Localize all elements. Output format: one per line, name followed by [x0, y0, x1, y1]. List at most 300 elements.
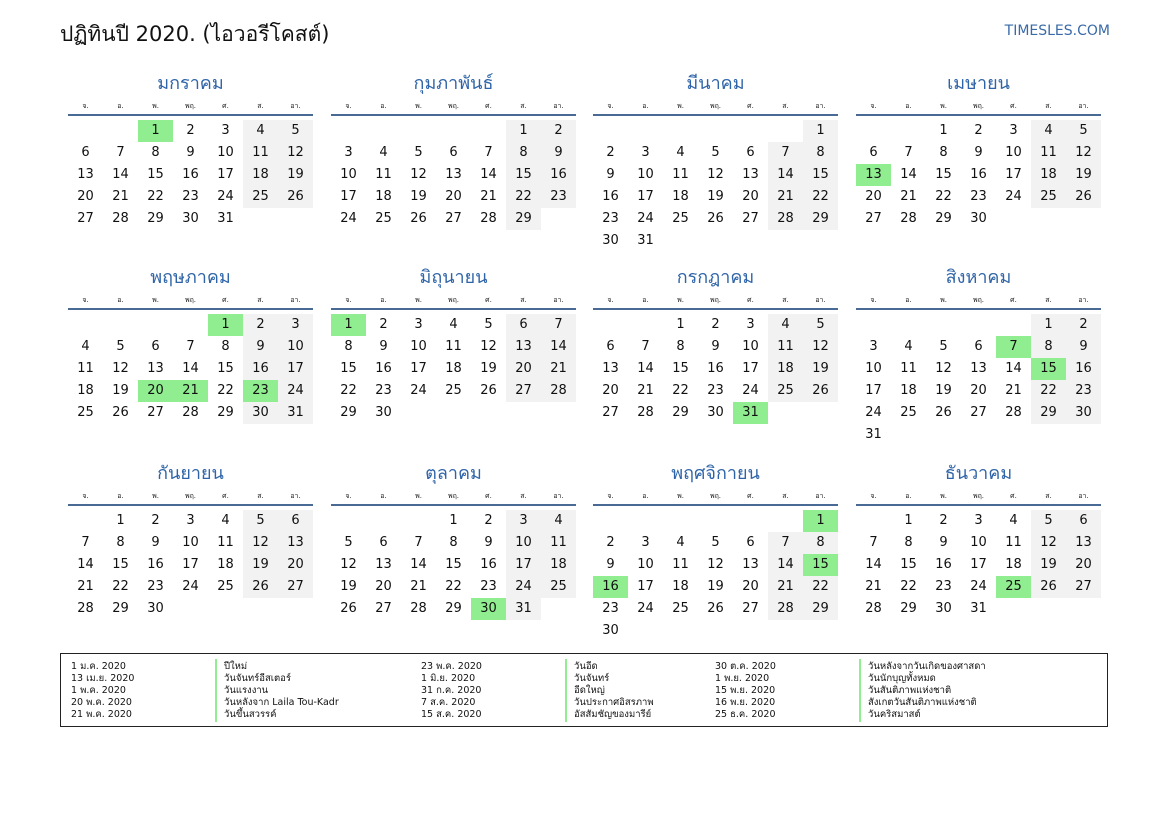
day-cell: 9 [1066, 336, 1101, 358]
day-cell: 13 [742, 167, 759, 182]
day-cell: 30 [182, 211, 199, 226]
day-cell: 29 [445, 601, 462, 616]
day-cell: 23 [147, 579, 164, 594]
month-block [856, 68, 1101, 230]
holiday-name: วันจันทร์อีสเตอร์ [215, 671, 291, 686]
day-cell: 20 [278, 554, 313, 576]
weekday-label: พ. [152, 492, 159, 500]
day-cell: 25 [900, 405, 917, 420]
month-title: ธันวาคม [944, 463, 1013, 484]
day-cell: 19 [112, 383, 129, 398]
weekday-label: ส. [257, 492, 264, 500]
weekday-label: จ. [870, 492, 877, 500]
month-block [68, 458, 313, 620]
day-cell: 15 [147, 167, 164, 182]
empty-cell [68, 510, 103, 532]
day-cell: 17 [506, 554, 541, 576]
day-cell: 3 [344, 145, 353, 160]
day-cell: 17 [865, 383, 882, 398]
day-cell: 3 [278, 314, 313, 336]
day-cell: 6 [746, 145, 755, 160]
weekday-header [331, 294, 576, 310]
day-cell: 23 [707, 383, 724, 398]
weekday-label: ส. [257, 102, 264, 110]
day-cell: 10 [637, 557, 654, 572]
weekday-header [68, 490, 313, 506]
day-cell: 3 [1009, 123, 1018, 138]
day-cell: 30 [707, 405, 724, 420]
day-cell: 17 [742, 361, 759, 376]
day-cell: 14 [182, 361, 199, 376]
holiday-name: วันประกาศอิสรภาพ [565, 695, 654, 710]
day-cell: 27 [970, 405, 987, 420]
holiday-date: 1 พ.ย. 2020 [715, 672, 770, 684]
weekday-label: ศ. [222, 296, 229, 304]
day-cell: 23 [602, 601, 619, 616]
day-cell: 2 [243, 314, 278, 336]
month-title: ตุลาคม [425, 463, 482, 484]
day-cell: 6 [1066, 510, 1101, 532]
day-cell: 1 [676, 317, 685, 332]
day-cell: 19 [480, 361, 497, 376]
month-block [331, 68, 576, 230]
weekday-header [856, 294, 1101, 310]
day-cell: 11 [541, 532, 576, 554]
weekday-label: อ. [642, 296, 649, 304]
holiday-date: 7 ส.ค. 2020 [421, 697, 476, 709]
day-cell: 21 [77, 579, 94, 594]
day-cell: 24 [278, 380, 313, 402]
day-cell: 19 [340, 579, 357, 594]
day-cell: 26 [707, 601, 724, 616]
month-block [593, 458, 838, 642]
day-cell: 21 [900, 189, 917, 204]
day-cell: 5 [711, 145, 720, 160]
day-cell: 4 [676, 535, 685, 550]
day-cell: 15 [506, 164, 541, 186]
day-cell: 8 [939, 145, 948, 160]
holiday-name: วันหลังจากวันเกิดของศาสดา [859, 659, 986, 674]
day-cell: 23 [375, 383, 392, 398]
weekday-label: อ. [380, 492, 387, 500]
day-cell: 28 [480, 211, 497, 226]
day-cell: 14 [410, 557, 427, 572]
weekday-label: อ. [642, 102, 649, 110]
legend-column [715, 660, 986, 721]
weekday-label: พฤ. [972, 492, 985, 500]
day-cell: 22 [506, 186, 541, 208]
day-cell: 8 [116, 535, 125, 550]
day-cell: 15 [803, 164, 838, 186]
day-cell: 12 [707, 557, 724, 572]
weekday-label: ส. [782, 296, 789, 304]
day-cell: 28 [182, 405, 199, 420]
day-cell: 29 [112, 601, 129, 616]
weekday-label: ศ. [485, 492, 492, 500]
day-cell: 25 [77, 405, 94, 420]
holiday-name: วันนักบุญทั้งหมด [859, 671, 936, 686]
day-cell: 13 [970, 361, 987, 376]
day-cell: 19 [935, 383, 952, 398]
weekday-label: พฤ. [709, 296, 722, 304]
day-cell: 20 [77, 189, 94, 204]
day-cell: 22 [147, 189, 164, 204]
day-cell: 10 [217, 145, 234, 160]
day-grid [331, 314, 576, 424]
day-cell: 6 [606, 339, 615, 354]
day-cell: 26 [340, 601, 357, 616]
day-cell: 19 [803, 358, 838, 380]
day-cell: 5 [116, 339, 125, 354]
day-cell: 18 [768, 358, 803, 380]
day-cell: 12 [410, 167, 427, 182]
day-cell: 31 [637, 233, 654, 248]
day-cell: 10 [637, 167, 654, 182]
day-cell: 4 [449, 317, 458, 332]
day-cell: 8 [803, 532, 838, 554]
day-cell: 11 [375, 167, 392, 182]
day-cell: 29 [217, 405, 234, 420]
day-cell: 18 [445, 361, 462, 376]
day-cell: 24 [742, 383, 759, 398]
weekday-label: พฤ. [972, 296, 985, 304]
weekday-label: ส. [257, 296, 264, 304]
weekday-label: ศ. [1010, 492, 1017, 500]
day-cell: 8 [221, 339, 230, 354]
day-cell: 25 [768, 380, 803, 402]
weekday-label: พฤ. [447, 102, 460, 110]
month-block [856, 458, 1101, 620]
holiday-name: วันคริสมาสต์ [859, 707, 921, 722]
day-grid [593, 510, 838, 642]
day-cell: 6 [278, 510, 313, 532]
day-cell: 22 [672, 383, 689, 398]
day-cell: 25 [445, 383, 462, 398]
day-cell: 21 [865, 579, 882, 594]
day-cell: 27 [445, 211, 462, 226]
day-cell: 10 [340, 167, 357, 182]
day-cell: 17 [637, 579, 654, 594]
day-cell: 28 [541, 380, 576, 402]
month-title: มกราคม [157, 73, 224, 94]
day-cell: 14 [637, 361, 654, 376]
holiday-name: อีดใหญ่ [565, 683, 605, 698]
day-cell: 19 [243, 554, 278, 576]
empty-cell [698, 510, 733, 532]
day-cell: 15 [900, 557, 917, 572]
month-title: มีนาคม [686, 73, 745, 94]
day-cell: 20 [602, 383, 619, 398]
day-cell: 17 [637, 189, 654, 204]
day-cell: 17 [1005, 167, 1022, 182]
weekday-label: อ. [117, 296, 124, 304]
day-cell: 22 [112, 579, 129, 594]
empty-cell [628, 510, 663, 532]
day-cell: 8 [151, 145, 160, 160]
day-cell: 14 [77, 557, 94, 572]
empty-cell [663, 120, 698, 142]
empty-cell [996, 314, 1031, 336]
day-cell: 3 [641, 535, 650, 550]
day-cell: 22 [803, 186, 838, 208]
holiday-date: 15 พ.ย. 2020 [715, 684, 776, 696]
day-cell: 8 [506, 142, 541, 164]
holiday-name: วันขึ้นสวรรค์ [215, 707, 277, 722]
empty-cell [68, 314, 103, 336]
day-cell: 5 [1066, 120, 1101, 142]
day-cell: 10 [506, 532, 541, 554]
weekday-label: อา. [290, 296, 301, 304]
day-cell: 18 [217, 557, 234, 572]
day-cell: 14 [768, 554, 803, 576]
day-cell: 12 [340, 557, 357, 572]
day-cell: 5 [414, 145, 423, 160]
day-cell: 22 [445, 579, 462, 594]
day-cell: 15 [112, 557, 129, 572]
weekday-label: พ. [940, 492, 947, 500]
empty-cell [173, 314, 208, 336]
day-cell: 9 [151, 535, 160, 550]
holiday-day-cell: 20 [138, 380, 173, 402]
day-cell: 6 [151, 339, 160, 354]
day-cell: 21 [480, 189, 497, 204]
day-cell: 14 [480, 167, 497, 182]
day-cell: 27 [742, 211, 759, 226]
day-cell: 18 [243, 164, 278, 186]
weekday-header [331, 490, 576, 506]
day-cell: 26 [803, 380, 838, 402]
empty-cell [733, 510, 768, 532]
day-cell: 4 [81, 339, 90, 354]
day-cell: 25 [672, 211, 689, 226]
day-cell: 4 [243, 120, 278, 142]
holiday-day-cell: 23 [243, 380, 278, 402]
weekday-label: อา. [553, 296, 564, 304]
weekday-label: ศ. [485, 296, 492, 304]
day-cell: 21 [1005, 383, 1022, 398]
weekday-label: พฤ. [709, 102, 722, 110]
weekday-label: อ. [642, 492, 649, 500]
day-cell: 24 [340, 211, 357, 226]
holiday-date: 21 พ.ค. 2020 [71, 709, 132, 721]
day-cell: 16 [147, 557, 164, 572]
day-cell: 11 [243, 142, 278, 164]
holiday-name: อัสสัมชัญของมารีย์ [565, 707, 651, 722]
empty-cell [733, 120, 768, 142]
day-cell: 2 [1066, 314, 1101, 336]
empty-cell [103, 314, 138, 336]
weekday-label: ส. [1045, 296, 1052, 304]
weekday-label: อ. [117, 102, 124, 110]
day-cell: 23 [541, 186, 576, 208]
day-cell: 31 [970, 601, 987, 616]
holiday-date: 20 พ.ค. 2020 [71, 697, 132, 709]
month-block [331, 458, 576, 620]
day-grid [593, 314, 838, 424]
day-cell: 19 [707, 189, 724, 204]
day-cell: 27 [506, 380, 541, 402]
day-cell: 14 [900, 167, 917, 182]
empty-cell [926, 314, 961, 336]
day-cell: 15 [340, 361, 357, 376]
holiday-day-cell: 21 [173, 380, 208, 402]
day-cell: 31 [506, 598, 541, 620]
day-cell: 10 [865, 361, 882, 376]
day-cell: 3 [506, 510, 541, 532]
day-cell: 25 [1031, 186, 1066, 208]
day-cell: 24 [1005, 189, 1022, 204]
weekday-label: พ. [677, 296, 684, 304]
holiday-day-cell: 1 [331, 314, 366, 336]
day-cell: 30 [147, 601, 164, 616]
day-cell: 1 [506, 120, 541, 142]
weekday-label: ศ. [1010, 296, 1017, 304]
day-cell: 29 [803, 598, 838, 620]
month-block [68, 68, 313, 230]
weekday-label: พฤ. [972, 102, 985, 110]
empty-cell [436, 120, 471, 142]
day-cell: 2 [484, 513, 493, 528]
weekday-label: พฤ. [447, 492, 460, 500]
holiday-legend [60, 653, 1108, 727]
holiday-day-cell: 1 [803, 510, 838, 532]
day-cell: 12 [935, 361, 952, 376]
day-cell: 12 [1066, 142, 1101, 164]
day-cell: 11 [217, 535, 234, 550]
day-cell: 3 [641, 145, 650, 160]
empty-cell [891, 120, 926, 142]
day-cell: 28 [410, 601, 427, 616]
weekday-label: ส. [520, 492, 527, 500]
day-cell: 20 [865, 189, 882, 204]
day-cell: 29 [1031, 402, 1066, 424]
day-cell: 22 [1031, 380, 1066, 402]
day-cell: 24 [410, 383, 427, 398]
weekday-header [331, 100, 576, 116]
day-cell: 14 [1005, 361, 1022, 376]
weekday-label: อ. [380, 296, 387, 304]
day-cell: 4 [676, 145, 685, 160]
weekday-label: จ. [607, 102, 614, 110]
day-cell: 3 [974, 513, 983, 528]
day-cell: 2 [186, 123, 195, 138]
day-cell: 7 [414, 535, 423, 550]
weekday-label: พ. [940, 102, 947, 110]
weekday-label: ศ. [1010, 102, 1017, 110]
day-cell: 12 [1031, 532, 1066, 554]
day-cell: 12 [112, 361, 129, 376]
weekday-label: อา. [553, 102, 564, 110]
months-grid [68, 68, 1102, 648]
holiday-day-cell: 16 [593, 576, 628, 598]
day-cell: 2 [606, 145, 615, 160]
day-cell: 23 [970, 189, 987, 204]
month-title: กุมภาพันธ์ [413, 73, 494, 94]
empty-cell [366, 510, 401, 532]
weekday-label: พ. [940, 296, 947, 304]
day-cell: 30 [970, 211, 987, 226]
weekday-label: อา. [553, 492, 564, 500]
empty-cell [961, 314, 996, 336]
holiday-day-cell: 15 [1031, 358, 1066, 380]
day-cell: 16 [480, 557, 497, 572]
day-cell: 10 [970, 535, 987, 550]
holiday-name: วันจันทร์ [565, 671, 609, 686]
day-cell: 7 [768, 532, 803, 554]
day-cell: 16 [182, 167, 199, 182]
weekday-label: ศ. [747, 296, 754, 304]
day-cell: 19 [1066, 164, 1101, 186]
day-cell: 8 [676, 339, 685, 354]
weekday-label: จ. [345, 296, 352, 304]
day-cell: 25 [217, 579, 234, 594]
day-cell: 8 [803, 142, 838, 164]
day-cell: 2 [974, 123, 983, 138]
brand-link[interactable]: TIMESLES.COM [1004, 23, 1110, 39]
day-cell: 12 [243, 532, 278, 554]
day-cell: 6 [449, 145, 458, 160]
day-cell: 23 [1066, 380, 1101, 402]
month-title: เมษายน [947, 73, 1010, 94]
holiday-name: ปีใหม่ [215, 659, 247, 674]
day-cell: 30 [243, 402, 278, 424]
holiday-day-cell: 30 [471, 598, 506, 620]
weekday-label: พ. [415, 296, 422, 304]
empty-cell [593, 120, 628, 142]
day-cell: 16 [243, 358, 278, 380]
day-cell: 9 [379, 339, 388, 354]
holiday-day-cell: 7 [996, 336, 1031, 358]
day-cell: 5 [344, 535, 353, 550]
empty-cell [768, 120, 803, 142]
holiday-name: วันสันติภาพแห่งชาติ [859, 683, 951, 698]
day-cell: 25 [672, 601, 689, 616]
empty-cell [401, 510, 436, 532]
day-cell: 2 [606, 535, 615, 550]
day-cell: 1 [803, 120, 838, 142]
day-cell: 2 [711, 317, 720, 332]
holiday-day-cell: 1 [138, 120, 173, 142]
month-title: สิงหาคม [945, 267, 1012, 288]
day-cell: 13 [147, 361, 164, 376]
day-grid [593, 120, 838, 252]
day-cell: 11 [1031, 142, 1066, 164]
empty-cell [68, 120, 103, 142]
month-block [593, 262, 838, 424]
day-cell: 28 [112, 211, 129, 226]
day-cell: 17 [182, 557, 199, 572]
weekday-label: พฤ. [184, 492, 197, 500]
weekday-label: จ. [82, 492, 89, 500]
day-cell: 19 [1031, 554, 1066, 576]
day-cell: 3 [221, 123, 230, 138]
day-cell: 30 [602, 623, 619, 638]
month-title: กรกฎาคม [676, 267, 755, 288]
weekday-label: จ. [607, 492, 614, 500]
day-cell: 20 [970, 383, 987, 398]
month-block [856, 262, 1101, 446]
day-cell: 28 [1005, 405, 1022, 420]
weekday-label: พ. [152, 296, 159, 304]
day-cell: 29 [340, 405, 357, 420]
day-cell: 14 [768, 164, 803, 186]
empty-cell [856, 510, 891, 532]
weekday-label: พฤ. [184, 102, 197, 110]
day-cell: 20 [506, 358, 541, 380]
day-cell: 4 [1031, 120, 1066, 142]
day-cell: 18 [77, 383, 94, 398]
day-cell: 9 [541, 142, 576, 164]
